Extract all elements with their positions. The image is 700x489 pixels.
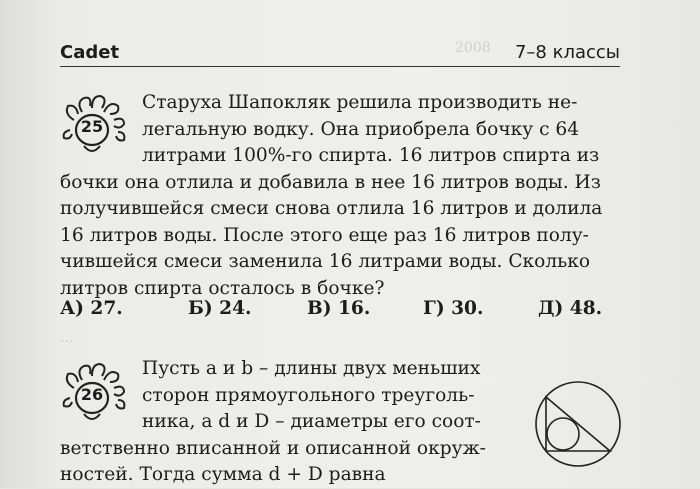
problem-25-line: бочки она отлила и добавила в нее 16 литров воды. Из <box>60 171 601 193</box>
problem-25-line: чившейся смеси заменила 16 литрами воды. Сколько <box>60 251 591 272</box>
show-through-text: ... <box>60 330 74 346</box>
problem-26-badge <box>60 358 132 428</box>
problem-25-line: легальную водку. Она приобрела бочку с 64 <box>142 118 580 140</box>
problem-25-line: получившейся смеси снова отлила 16 литров и долила <box>60 198 603 219</box>
answer-option-c: В) 16. <box>307 298 371 319</box>
answer-option-e: Д) 48. <box>538 298 603 319</box>
answer-option-a: А) 27. <box>60 298 123 319</box>
answer-option-d: Г) 30. <box>423 298 484 319</box>
problem-25-line: 16 литров воды. После этого еще раз 16 литров полу- <box>60 224 589 246</box>
problem-26-line: ностей. Тогда сумма d + D равна <box>60 464 386 485</box>
problem-25-line: литров спирта осталось в бочке? <box>60 277 385 299</box>
header-brand: Cadet <box>60 42 120 63</box>
page-header <box>60 40 620 67</box>
problem-number: 26 <box>80 385 104 404</box>
problem-number: 25 <box>80 117 104 136</box>
problem-25-badge <box>60 90 132 160</box>
problem-25-line: литрами 100%-го спирта. 16 литров спирта из <box>142 145 600 166</box>
show-through-text: 2008 <box>455 40 491 56</box>
problem-25-answers <box>60 298 620 324</box>
triangle-circles-figure <box>528 364 623 474</box>
problem-26-line: Пусть a и b – длины двух меньших <box>142 358 481 379</box>
right-triangle <box>546 397 610 451</box>
problem-26-line: ветственно вписанной и описанной окруж- <box>60 437 486 459</box>
problem-26-line: сторон прямоугольного треуголь- <box>142 384 475 406</box>
answer-option-b: Б) 24. <box>188 298 252 319</box>
inscribed-circle <box>547 418 579 450</box>
problem-25-line: Старуха Шапокляк решила производить не- <box>142 92 578 113</box>
header-grade: 7–8 классы <box>514 42 620 63</box>
problem-26-line: ника, а d и D – диаметры его соот- <box>142 411 481 432</box>
